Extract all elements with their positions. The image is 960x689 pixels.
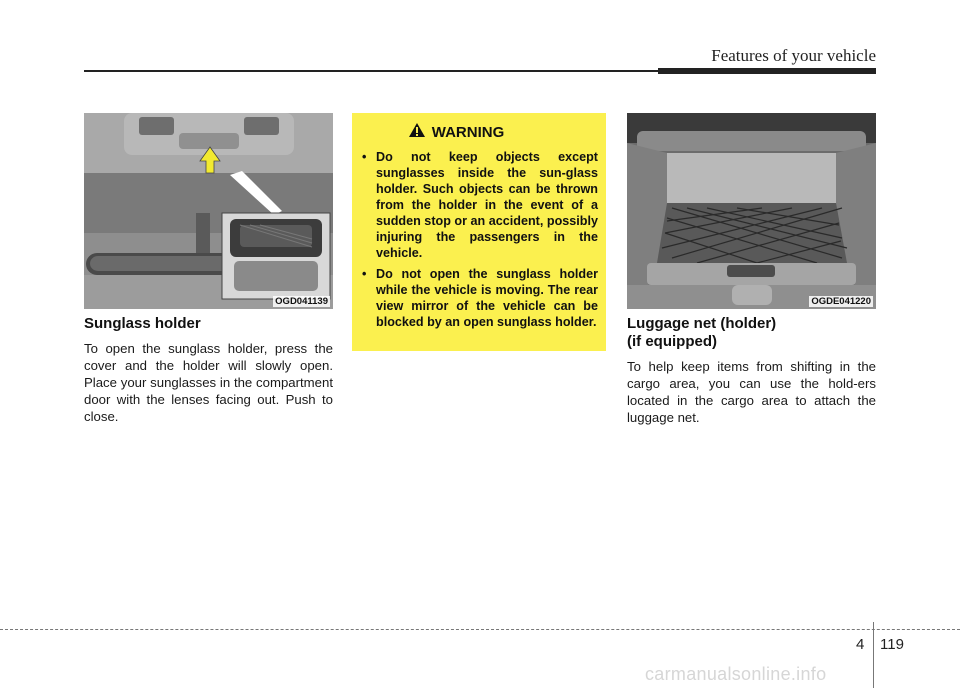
warning-header: [314, 123, 598, 141]
luggage-net-heading: [627, 315, 776, 351]
photo-code: OGDE041220: [811, 296, 871, 307]
warning-item-text: Do not open the sunglass holder while the vehicle is moving. The rear view mirror of the vehicle can be blocked by an open sunglass holder.: [376, 267, 598, 329]
page-separator: [873, 622, 874, 688]
heading-line: Luggage net (holder): [627, 315, 777, 332]
warning-item-text: Do not keep objects except sunglasses inside the sun-glass holder. Such objects can be thrown from the holder in the event of a sudden stop or an accident, possibly injuring the passengers in the vehicle.: [376, 150, 598, 260]
bullet: •: [362, 150, 367, 164]
luggage-net-body: To help keep items from shifting in the cargo area, you can use the hold-ers located in the cargo area to attach the luggage net.: [627, 359, 876, 425]
header-rule-accent: [658, 68, 876, 74]
section-title: Features of your vehicle: [711, 46, 876, 65]
sunglass-holder-body: To open the sunglass holder, press the cover and the holder will slowly open. Place your sunglasses in the compartment door with the lenses facing out. Push to close.: [84, 341, 333, 424]
warning-list: [362, 149, 598, 330]
bullet: •: [362, 267, 367, 281]
footer-rule: [0, 629, 960, 630]
warning-title: WARNING: [431, 123, 505, 141]
warning-item: [362, 149, 598, 261]
page-number: 119: [880, 636, 904, 653]
warning-item: [362, 266, 598, 330]
warning-box: [352, 113, 606, 351]
warning-triangle-icon: [408, 122, 426, 143]
photo-code: OGD041139: [275, 296, 328, 307]
watermark: carmanualsonline.info: [645, 664, 827, 684]
luggage-net-photo: [627, 113, 876, 309]
sunglass-holder-heading: Sunglass holder: [84, 315, 201, 332]
heading-line: (if equipped): [627, 333, 717, 350]
sunglass-holder-photo: [84, 113, 333, 309]
chapter-number: 4: [856, 636, 865, 653]
